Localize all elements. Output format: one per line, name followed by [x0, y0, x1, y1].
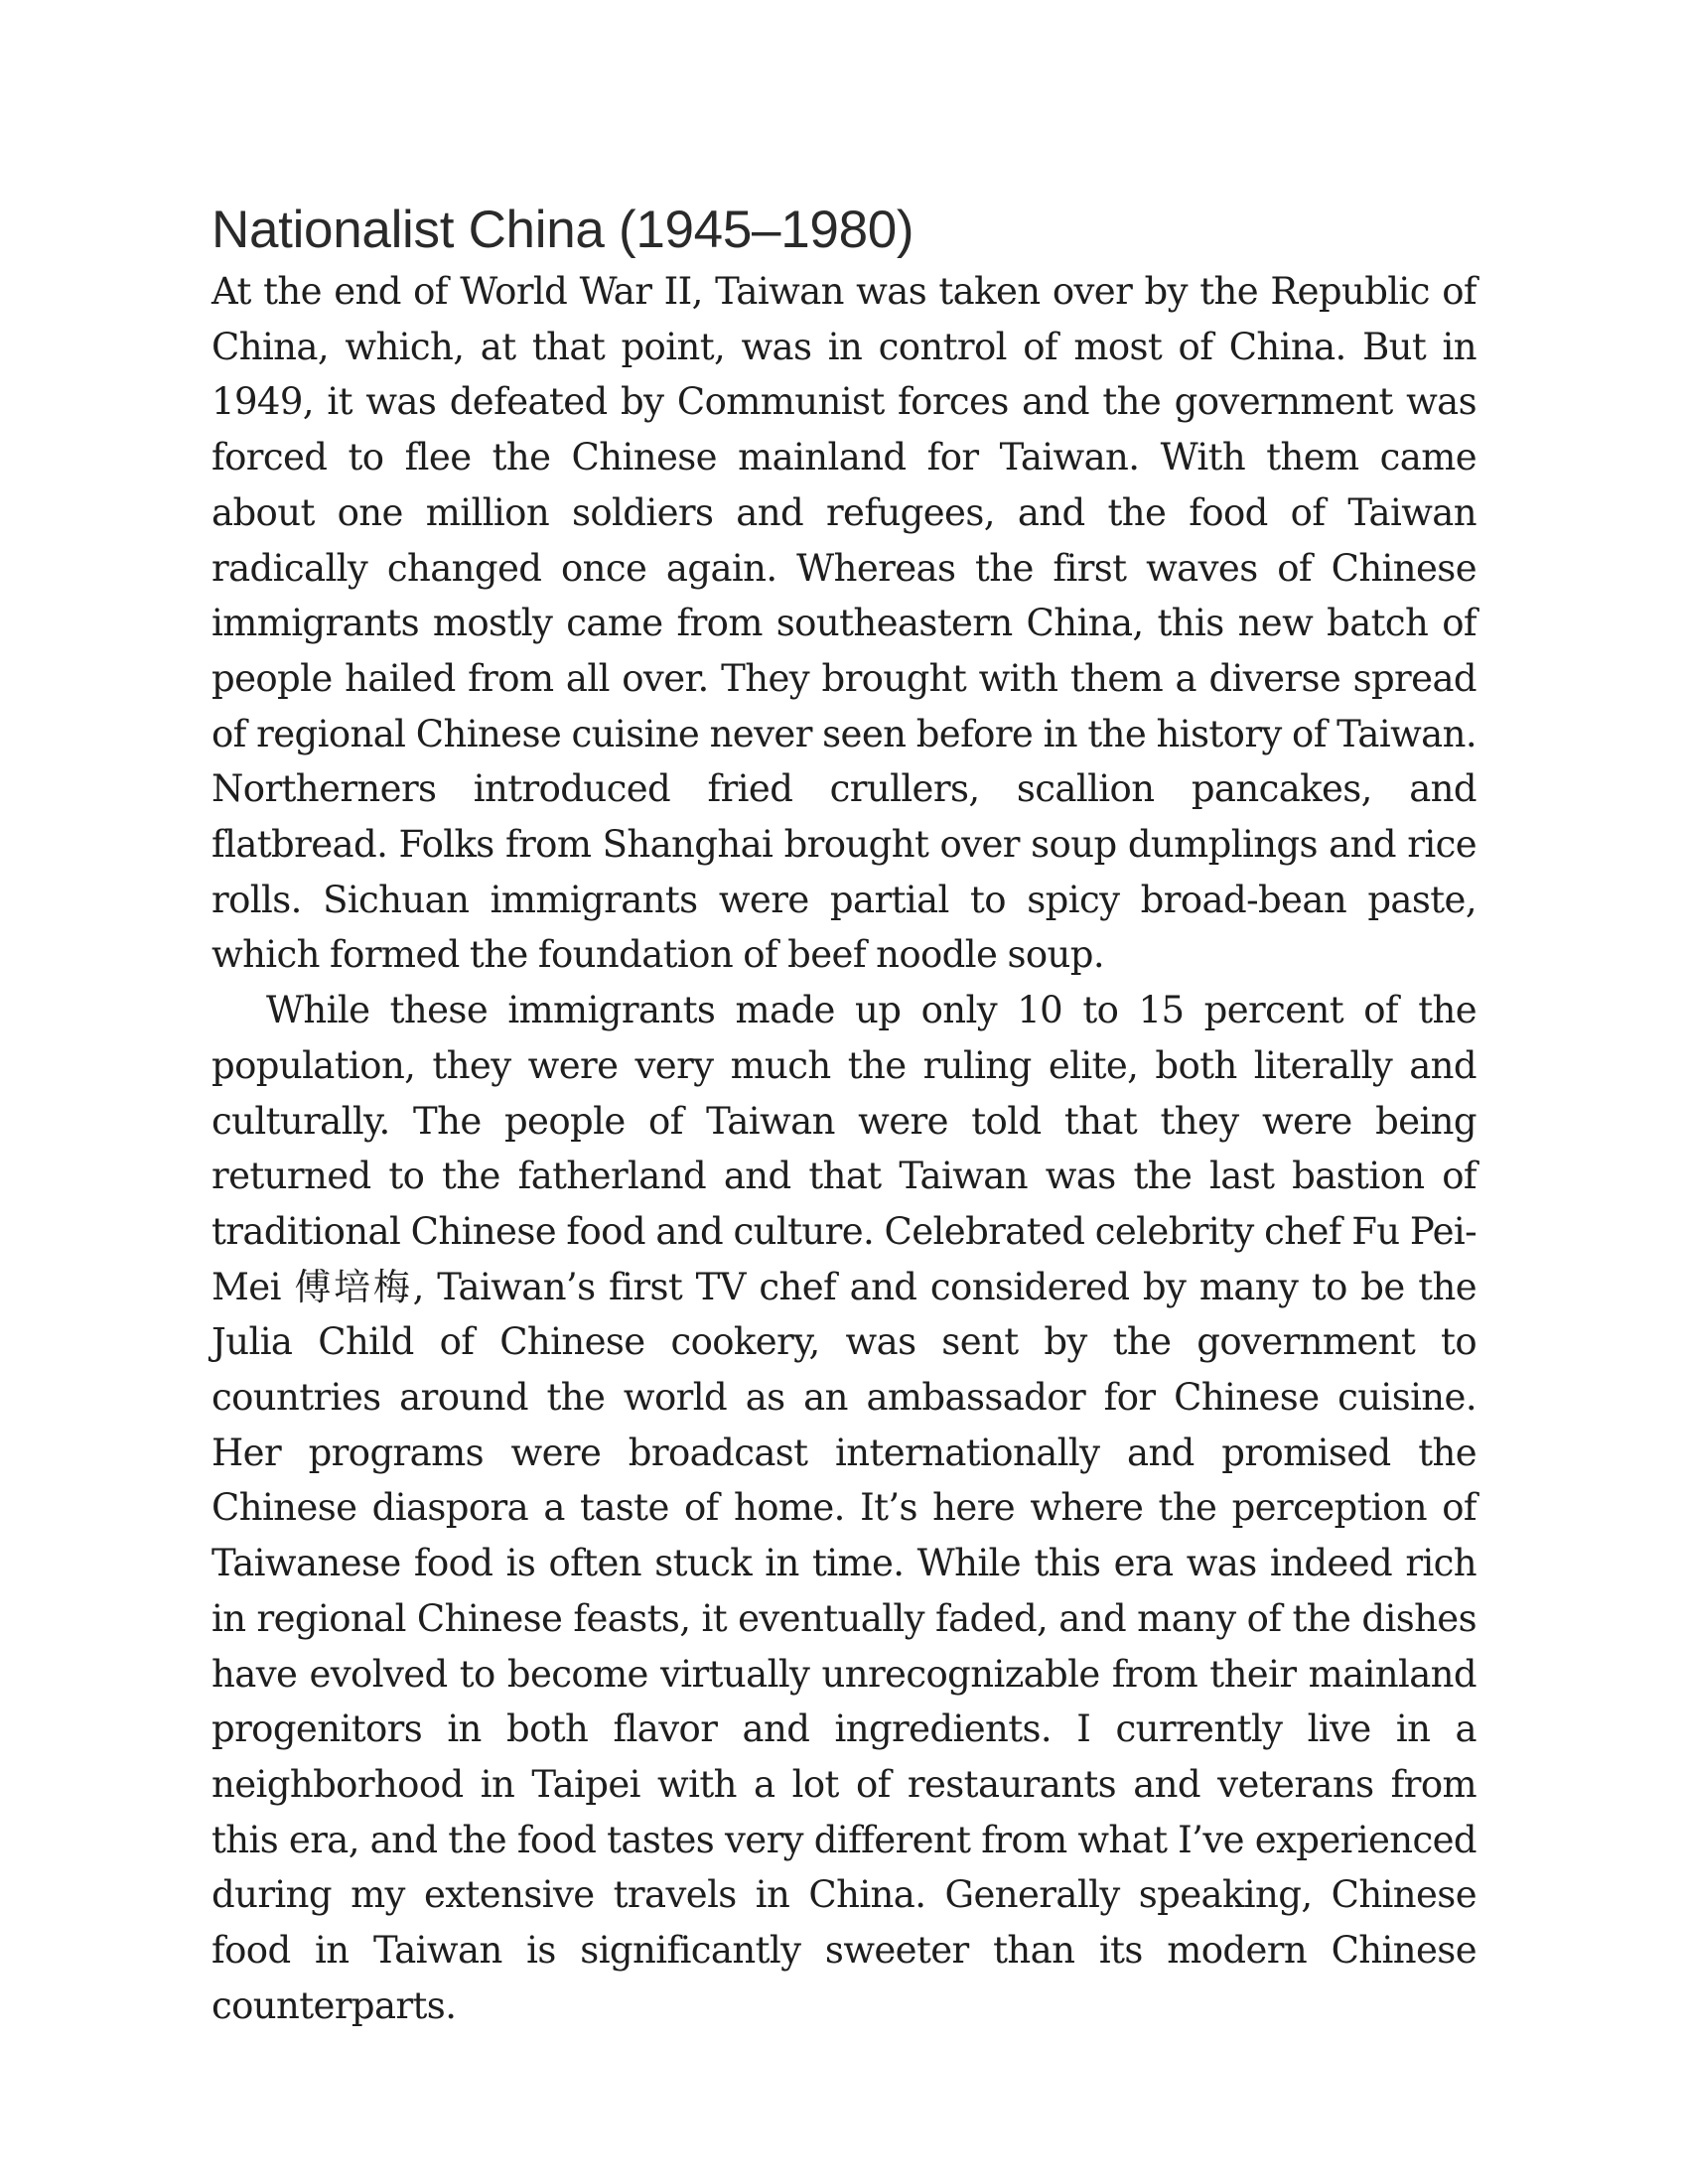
page [211, 197, 1477, 2034]
paragraph-1: At the end of World War II, Taiwan was taken over by the Republic of China, which, at that point, was in control of most of China. But in 1949, it was defeated by Communist forces and the government was forced to flee the Chinese mainland for Taiwan. With them came about one million soldiers and refugees, and the food of Taiwan radically changed once again. Whereas the first waves of Chinese immigrants mostly came from southeastern China, this new batch of people hailed from all over. They brought with them a diverse spread of regional Chinese cuisine never seen before in the history of Taiwan. Northerners introduced fried crullers, scallion pancakes, and flatbread. Folks from Shanghai brought over soup dumplings and rice rolls. Sichuan immigrants were partial to spicy broad-bean paste, which formed the foundation of beef noodle soup. [211, 270, 1477, 977]
paragraph-2: While these immigrants made up only 10 to 15 percent of the population, they were very much the ruling elite, both literally and culturally. The people of Taiwan were told that they were being returned to the fatherland and that Taiwan was the last bastion of traditional Chinese food and culture. Celebrated celebrity chef Fu Pei-Mei 傅培梅, Taiwan’s first TV chef and considered by many to be the Julia Child of Chinese cookery, was sent by the government to countries around the world as an ambassador for Chinese cuisine. Her programs were broadcast internationally and promised the Chinese diaspora a taste of home. It’s here where the perception of Taiwanese food is often stuck in time. While this era was indeed rich in regional Chinese feasts, it eventually faded, and many of the dishes have evolved to become virtually unrecognizable from their mainland progenitors in both flavor and ingredients. I currently live in a neighborhood in Taipei with a lot of restaurants and veterans from this era, and the food tastes very different from what I’ve experienced during my extensive travels in China. Generally speaking, Chinese food in Taiwan is significantly sweeter than its modern Chinese counterparts. [211, 989, 1477, 2027]
section-body [211, 264, 1477, 2034]
section-heading: Nationalist China (1945–1980) [211, 201, 914, 259]
